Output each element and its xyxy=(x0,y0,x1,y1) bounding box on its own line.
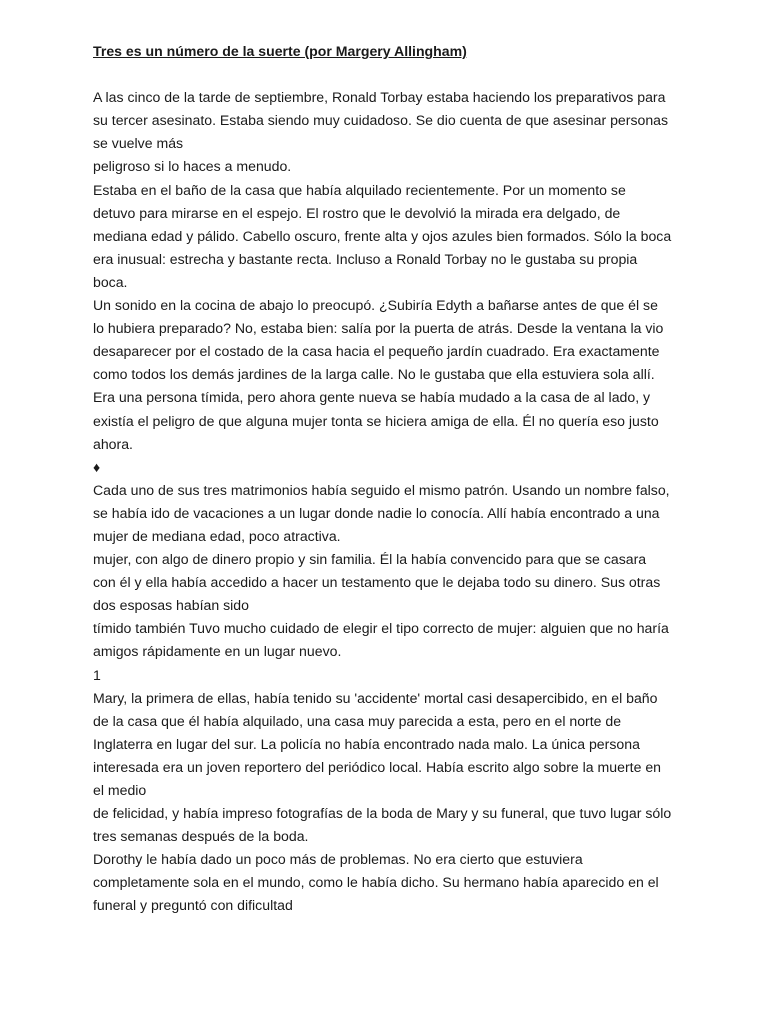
text-line: dos esposas habían sido xyxy=(93,597,249,614)
text-line: su tercer asesinato. Estaba siendo muy cuidadoso. Se dio cuenta de que asesinar personas xyxy=(93,112,669,129)
text-line: de felicidad, y había impreso fotografías de la boda de Mary y su funeral, que tuvo lugar sólo xyxy=(93,805,672,822)
text-line: completamente sola en el mundo, como le había dicho. Su hermano había aparecido en el xyxy=(93,874,659,891)
text-line: como todos los demás jardines de la larga calle. No le gustaba que ella estuviera sola allí. xyxy=(93,366,655,383)
text-line: se vuelve más xyxy=(93,135,184,152)
document-text xyxy=(93,86,683,917)
text-line: el medio xyxy=(93,782,147,798)
text-line: A las cinco de la tarde de septiembre, Ronald Torbay estaba haciendo los preparativos para xyxy=(93,89,666,106)
text-line: mujer, con algo de dinero propio y sin familia. Él la había convencido para que se casara xyxy=(93,551,647,568)
text-line: mujer de mediana edad, poco atractiva. xyxy=(93,527,341,544)
text-line: ♦ xyxy=(93,458,101,475)
text-line: detuvo para mirarse en el espejo. El rostro que le devolvió la mirada era delgado, de xyxy=(93,204,621,221)
text-line: mediana edad y pálido. Cabello oscuro, frente alta y ojos azules bien formados. Sólo la boca xyxy=(93,227,672,244)
text-line: Era una persona tímida, pero ahora gente nueva se había mudado a la casa de al lado, y xyxy=(93,389,651,406)
text-line: Mary, la primera de ellas, había tenido su 'accidente' mortal casi desapercibido, en el baño xyxy=(93,689,658,706)
document-title: Tres es un número de la suerte (por Margery Allingham) xyxy=(93,43,467,59)
text-line: desaparecer por el costado de la casa hacia el pequeño jardín cuadrado. Era exactamente xyxy=(93,343,660,360)
text-line: Cada uno de sus tres matrimonios había seguido el mismo patrón. Usando un nombre falso, xyxy=(93,481,670,498)
text-line: amigos rápidamente en un lugar nuevo. xyxy=(93,643,342,660)
document-body xyxy=(93,40,683,918)
text-line: Inglaterra en lugar del sur. La policía no había encontrado nada malo. La única persona xyxy=(93,735,640,752)
text-line: 1 xyxy=(93,666,101,683)
text-line: Un sonido en la cocina de abajo lo preocupó. ¿Subiría Edyth a bañarse antes de que él se xyxy=(93,297,658,314)
text-line: era inusual: estrecha y bastante recta. Incluso a Ronald Torbay no le gustaba su propia xyxy=(93,250,638,267)
text-line: Dorothy le había dado un poco más de problemas. No era cierto que estuviera xyxy=(93,851,583,868)
text-line: tres semanas después de la boda. xyxy=(93,828,309,845)
text-line: con él y ella había accedido a hacer un testamento que le dejaba todo su dinero. Sus otras xyxy=(93,574,661,591)
text-line: tímido también Tuvo mucho cuidado de elegir el tipo correcto de mujer: alguien que no haría xyxy=(93,620,669,637)
text-line: interesada era un joven reportero del periódico local. Había escrito algo sobre la muerte en xyxy=(93,758,661,775)
text-line: se había ido de vacaciones a un lugar donde nadie lo conocía. Allí había encontrado a una xyxy=(93,504,660,521)
text-line: boca. xyxy=(93,273,128,290)
text-line: funeral y preguntó con dificultad xyxy=(93,897,293,914)
text-line: existía el peligro de que alguna mujer tonta se hiciera amiga de ella. Él no quería eso justo xyxy=(93,412,659,429)
text-line: de la casa que él había alquilado, una casa muy parecida a esta, pero en el norte de xyxy=(93,712,622,729)
text-line: lo hubiera preparado? No, estaba bien: salía por la puerta de atrás. Desde la ventana la vio xyxy=(93,320,664,337)
text-line: Estaba en el baño de la casa que había alquilado recientemente. Por un momento se xyxy=(93,181,626,198)
text-line: peligroso si lo haces a menudo. xyxy=(93,158,292,175)
text-line: ahora. xyxy=(93,435,133,452)
